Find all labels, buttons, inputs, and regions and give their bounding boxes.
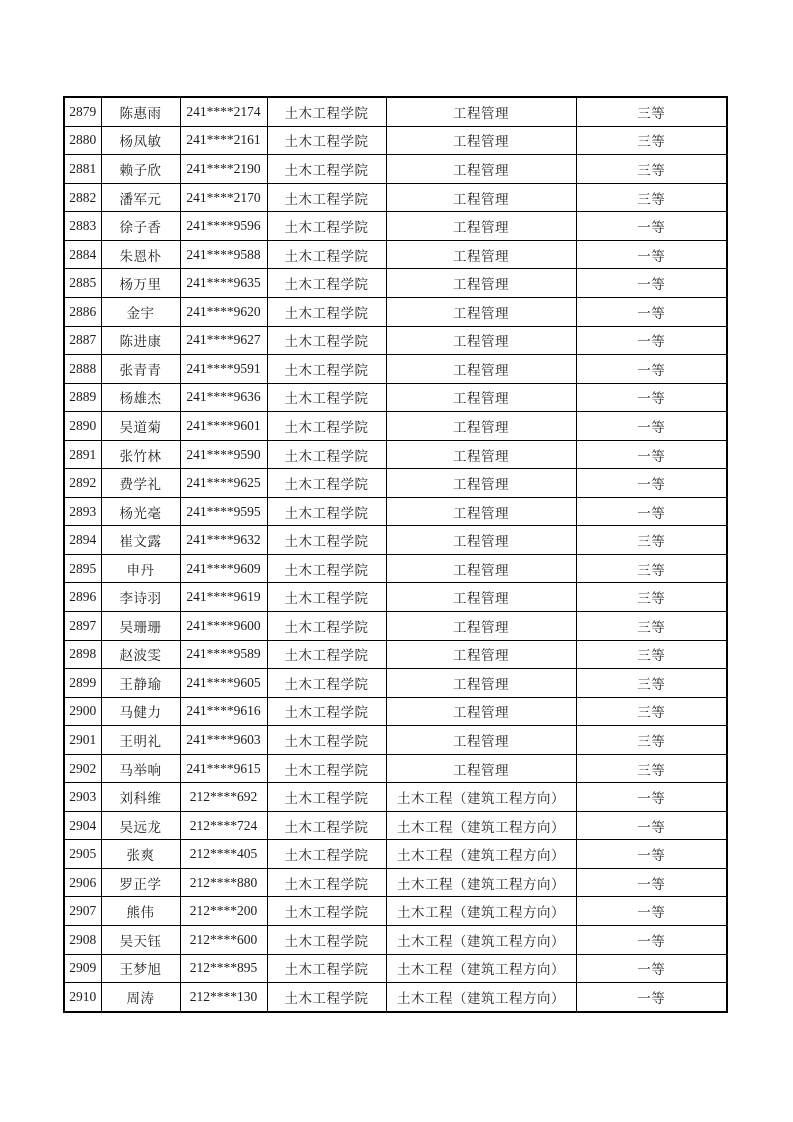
grade-cell: 三等 <box>576 726 727 755</box>
grade-cell: 一等 <box>576 440 727 469</box>
major-cell: 工程管理 <box>386 383 576 412</box>
college-cell: 土木工程学院 <box>267 612 386 641</box>
serial-number-cell: 2886 <box>64 298 101 327</box>
grade-cell: 三等 <box>576 754 727 783</box>
masked-id-cell: 212****880 <box>180 868 267 897</box>
college-cell: 土木工程学院 <box>267 97 386 126</box>
table-body <box>64 97 727 1012</box>
major-cell: 工程管理 <box>386 554 576 583</box>
grade-cell: 一等 <box>576 212 727 241</box>
serial-number-cell: 2904 <box>64 811 101 840</box>
major-cell: 工程管理 <box>386 269 576 298</box>
college-cell: 土木工程学院 <box>267 412 386 441</box>
table-row <box>64 355 727 384</box>
grade-cell: 一等 <box>576 326 727 355</box>
major-cell: 工程管理 <box>386 212 576 241</box>
table-row <box>64 383 727 412</box>
grade-cell: 一等 <box>576 954 727 983</box>
major-cell: 工程管理 <box>386 183 576 212</box>
masked-id-cell: 241****9616 <box>180 697 267 726</box>
masked-id-cell: 241****9609 <box>180 554 267 583</box>
serial-number-cell: 2910 <box>64 983 101 1012</box>
major-cell: 工程管理 <box>386 497 576 526</box>
serial-number-cell: 2888 <box>64 355 101 384</box>
masked-id-cell: 241****9590 <box>180 440 267 469</box>
masked-id-cell: 212****200 <box>180 897 267 926</box>
masked-id-cell: 241****9601 <box>180 412 267 441</box>
masked-id-cell: 241****2170 <box>180 183 267 212</box>
major-cell: 工程管理 <box>386 726 576 755</box>
major-cell: 工程管理 <box>386 326 576 355</box>
table-row <box>64 897 727 926</box>
serial-number-cell: 2906 <box>64 868 101 897</box>
major-cell: 土木工程（建筑工程方向） <box>386 926 576 955</box>
serial-number-cell: 2899 <box>64 669 101 698</box>
masked-id-cell: 212****600 <box>180 926 267 955</box>
college-cell: 土木工程学院 <box>267 754 386 783</box>
table-row <box>64 526 727 555</box>
serial-number-cell: 2879 <box>64 97 101 126</box>
student-name-cell: 朱恩朴 <box>101 240 180 269</box>
serial-number-cell: 2908 <box>64 926 101 955</box>
masked-id-cell: 241****9625 <box>180 469 267 498</box>
table-row <box>64 754 727 783</box>
masked-id-cell: 212****405 <box>180 840 267 869</box>
masked-id-cell: 241****9591 <box>180 355 267 384</box>
college-cell: 土木工程学院 <box>267 497 386 526</box>
college-cell: 土木工程学院 <box>267 954 386 983</box>
student-name-cell: 申丹 <box>101 554 180 583</box>
college-cell: 土木工程学院 <box>267 240 386 269</box>
table-row <box>64 983 727 1012</box>
major-cell: 工程管理 <box>386 97 576 126</box>
college-cell: 土木工程学院 <box>267 126 386 155</box>
major-cell: 工程管理 <box>386 669 576 698</box>
grade-cell: 一等 <box>576 840 727 869</box>
college-cell: 土木工程学院 <box>267 783 386 812</box>
serial-number-cell: 2909 <box>64 954 101 983</box>
student-name-cell: 杨万里 <box>101 269 180 298</box>
serial-number-cell: 2901 <box>64 726 101 755</box>
serial-number-cell: 2891 <box>64 440 101 469</box>
student-name-cell: 吴远龙 <box>101 811 180 840</box>
table-row <box>64 811 727 840</box>
college-cell: 土木工程学院 <box>267 183 386 212</box>
major-cell: 工程管理 <box>386 355 576 384</box>
college-cell: 土木工程学院 <box>267 726 386 755</box>
major-cell: 工程管理 <box>386 298 576 327</box>
table-row <box>64 269 727 298</box>
college-cell: 土木工程学院 <box>267 326 386 355</box>
college-cell: 土木工程学院 <box>267 811 386 840</box>
student-name-cell: 李诗羽 <box>101 583 180 612</box>
masked-id-cell: 212****130 <box>180 983 267 1012</box>
grade-cell: 一等 <box>576 497 727 526</box>
grade-cell: 三等 <box>576 612 727 641</box>
college-cell: 土木工程学院 <box>267 383 386 412</box>
serial-number-cell: 2907 <box>64 897 101 926</box>
student-name-cell: 吴天钰 <box>101 926 180 955</box>
grade-cell: 三等 <box>576 97 727 126</box>
serial-number-cell: 2887 <box>64 326 101 355</box>
table-row <box>64 954 727 983</box>
major-cell: 土木工程（建筑工程方向） <box>386 983 576 1012</box>
masked-id-cell: 212****895 <box>180 954 267 983</box>
masked-id-cell: 241****9619 <box>180 583 267 612</box>
table-row <box>64 640 727 669</box>
table-row <box>64 183 727 212</box>
grade-cell: 一等 <box>576 868 727 897</box>
major-cell: 工程管理 <box>386 583 576 612</box>
major-cell: 工程管理 <box>386 697 576 726</box>
serial-number-cell: 2882 <box>64 183 101 212</box>
grade-cell: 三等 <box>576 155 727 184</box>
serial-number-cell: 2898 <box>64 640 101 669</box>
student-name-cell: 陈惠雨 <box>101 97 180 126</box>
grade-cell: 一等 <box>576 811 727 840</box>
grade-cell: 一等 <box>576 926 727 955</box>
masked-id-cell: 241****9636 <box>180 383 267 412</box>
college-cell: 土木工程学院 <box>267 669 386 698</box>
grade-cell: 三等 <box>576 554 727 583</box>
table-row <box>64 726 727 755</box>
major-cell: 工程管理 <box>386 126 576 155</box>
serial-number-cell: 2897 <box>64 612 101 641</box>
student-name-cell: 潘军元 <box>101 183 180 212</box>
student-name-cell: 费学礼 <box>101 469 180 498</box>
serial-number-cell: 2889 <box>64 383 101 412</box>
major-cell: 土木工程（建筑工程方向） <box>386 811 576 840</box>
college-cell: 土木工程学院 <box>267 868 386 897</box>
table-row <box>64 497 727 526</box>
student-name-cell: 陈进康 <box>101 326 180 355</box>
masked-id-cell: 241****9603 <box>180 726 267 755</box>
table-row <box>64 697 727 726</box>
student-name-cell: 赖子欣 <box>101 155 180 184</box>
grade-cell: 一等 <box>576 383 727 412</box>
student-name-cell: 王梦旭 <box>101 954 180 983</box>
grade-cell: 三等 <box>576 697 727 726</box>
college-cell: 土木工程学院 <box>267 526 386 555</box>
student-name-cell: 赵波雯 <box>101 640 180 669</box>
masked-id-cell: 241****9635 <box>180 269 267 298</box>
student-name-cell: 吴道菊 <box>101 412 180 441</box>
grade-cell: 一等 <box>576 983 727 1012</box>
major-cell: 土木工程（建筑工程方向） <box>386 783 576 812</box>
student-name-cell: 罗正学 <box>101 868 180 897</box>
serial-number-cell: 2880 <box>64 126 101 155</box>
masked-id-cell: 241****2174 <box>180 97 267 126</box>
major-cell: 工程管理 <box>386 640 576 669</box>
table-row <box>64 840 727 869</box>
student-name-cell: 杨光毫 <box>101 497 180 526</box>
major-cell: 工程管理 <box>386 754 576 783</box>
student-name-cell: 徐子香 <box>101 212 180 241</box>
masked-id-cell: 241****2190 <box>180 155 267 184</box>
student-name-cell: 马举响 <box>101 754 180 783</box>
student-name-cell: 张爽 <box>101 840 180 869</box>
table-row <box>64 783 727 812</box>
grade-cell: 三等 <box>576 640 727 669</box>
major-cell: 工程管理 <box>386 240 576 269</box>
masked-id-cell: 241****9627 <box>180 326 267 355</box>
student-name-cell: 马健力 <box>101 697 180 726</box>
grade-cell: 三等 <box>576 669 727 698</box>
table-row <box>64 240 727 269</box>
student-name-cell: 王明礼 <box>101 726 180 755</box>
masked-id-cell: 241****9632 <box>180 526 267 555</box>
college-cell: 土木工程学院 <box>267 440 386 469</box>
major-cell: 工程管理 <box>386 155 576 184</box>
student-name-cell: 金宇 <box>101 298 180 327</box>
major-cell: 工程管理 <box>386 612 576 641</box>
masked-id-cell: 241****9596 <box>180 212 267 241</box>
college-cell: 土木工程学院 <box>267 355 386 384</box>
student-name-cell: 王静瑜 <box>101 669 180 698</box>
table-row <box>64 155 727 184</box>
grade-cell: 一等 <box>576 240 727 269</box>
student-award-table <box>63 96 728 1013</box>
grade-cell: 三等 <box>576 183 727 212</box>
masked-id-cell: 241****2161 <box>180 126 267 155</box>
table-row <box>64 212 727 241</box>
table-row <box>64 583 727 612</box>
major-cell: 土木工程（建筑工程方向） <box>386 954 576 983</box>
student-name-cell: 熊伟 <box>101 897 180 926</box>
college-cell: 土木工程学院 <box>267 640 386 669</box>
college-cell: 土木工程学院 <box>267 697 386 726</box>
grade-cell: 一等 <box>576 269 727 298</box>
major-cell: 土木工程（建筑工程方向） <box>386 897 576 926</box>
table-row <box>64 326 727 355</box>
college-cell: 土木工程学院 <box>267 983 386 1012</box>
table-row <box>64 926 727 955</box>
major-cell: 工程管理 <box>386 469 576 498</box>
major-cell: 工程管理 <box>386 440 576 469</box>
serial-number-cell: 2885 <box>64 269 101 298</box>
masked-id-cell: 241****9588 <box>180 240 267 269</box>
serial-number-cell: 2894 <box>64 526 101 555</box>
serial-number-cell: 2881 <box>64 155 101 184</box>
table-row <box>64 298 727 327</box>
college-cell: 土木工程学院 <box>267 298 386 327</box>
serial-number-cell: 2883 <box>64 212 101 241</box>
student-name-cell: 张青青 <box>101 355 180 384</box>
table-row <box>64 554 727 583</box>
college-cell: 土木工程学院 <box>267 897 386 926</box>
table-row <box>64 126 727 155</box>
grade-cell: 一等 <box>576 469 727 498</box>
serial-number-cell: 2895 <box>64 554 101 583</box>
student-name-cell: 杨雄杰 <box>101 383 180 412</box>
table-row <box>64 868 727 897</box>
grade-cell: 一等 <box>576 298 727 327</box>
serial-number-cell: 2890 <box>64 412 101 441</box>
college-cell: 土木工程学院 <box>267 583 386 612</box>
masked-id-cell: 212****724 <box>180 811 267 840</box>
serial-number-cell: 2903 <box>64 783 101 812</box>
grade-cell: 一等 <box>576 412 727 441</box>
masked-id-cell: 241****9600 <box>180 612 267 641</box>
major-cell: 工程管理 <box>386 526 576 555</box>
college-cell: 土木工程学院 <box>267 926 386 955</box>
table-row <box>64 612 727 641</box>
table-row <box>64 440 727 469</box>
table-row <box>64 97 727 126</box>
masked-id-cell: 241****9615 <box>180 754 267 783</box>
student-name-cell: 周涛 <box>101 983 180 1012</box>
college-cell: 土木工程学院 <box>267 269 386 298</box>
college-cell: 土木工程学院 <box>267 554 386 583</box>
major-cell: 土木工程（建筑工程方向） <box>386 868 576 897</box>
serial-number-cell: 2905 <box>64 840 101 869</box>
serial-number-cell: 2896 <box>64 583 101 612</box>
serial-number-cell: 2900 <box>64 697 101 726</box>
grade-cell: 三等 <box>576 526 727 555</box>
masked-id-cell: 241****9620 <box>180 298 267 327</box>
student-name-cell: 张竹林 <box>101 440 180 469</box>
college-cell: 土木工程学院 <box>267 840 386 869</box>
serial-number-cell: 2884 <box>64 240 101 269</box>
serial-number-cell: 2892 <box>64 469 101 498</box>
grade-cell: 一等 <box>576 783 727 812</box>
college-cell: 土木工程学院 <box>267 212 386 241</box>
student-name-cell: 吴珊珊 <box>101 612 180 641</box>
masked-id-cell: 212****692 <box>180 783 267 812</box>
grade-cell: 一等 <box>576 355 727 384</box>
serial-number-cell: 2902 <box>64 754 101 783</box>
student-name-cell: 杨凤敏 <box>101 126 180 155</box>
table-row <box>64 469 727 498</box>
major-cell: 土木工程（建筑工程方向） <box>386 840 576 869</box>
table-row <box>64 412 727 441</box>
college-cell: 土木工程学院 <box>267 469 386 498</box>
grade-cell: 一等 <box>576 897 727 926</box>
masked-id-cell: 241****9589 <box>180 640 267 669</box>
major-cell: 工程管理 <box>386 412 576 441</box>
college-cell: 土木工程学院 <box>267 155 386 184</box>
masked-id-cell: 241****9605 <box>180 669 267 698</box>
masked-id-cell: 241****9595 <box>180 497 267 526</box>
serial-number-cell: 2893 <box>64 497 101 526</box>
grade-cell: 三等 <box>576 126 727 155</box>
student-name-cell: 刘科维 <box>101 783 180 812</box>
grade-cell: 三等 <box>576 583 727 612</box>
student-name-cell: 崔文露 <box>101 526 180 555</box>
table-row <box>64 669 727 698</box>
